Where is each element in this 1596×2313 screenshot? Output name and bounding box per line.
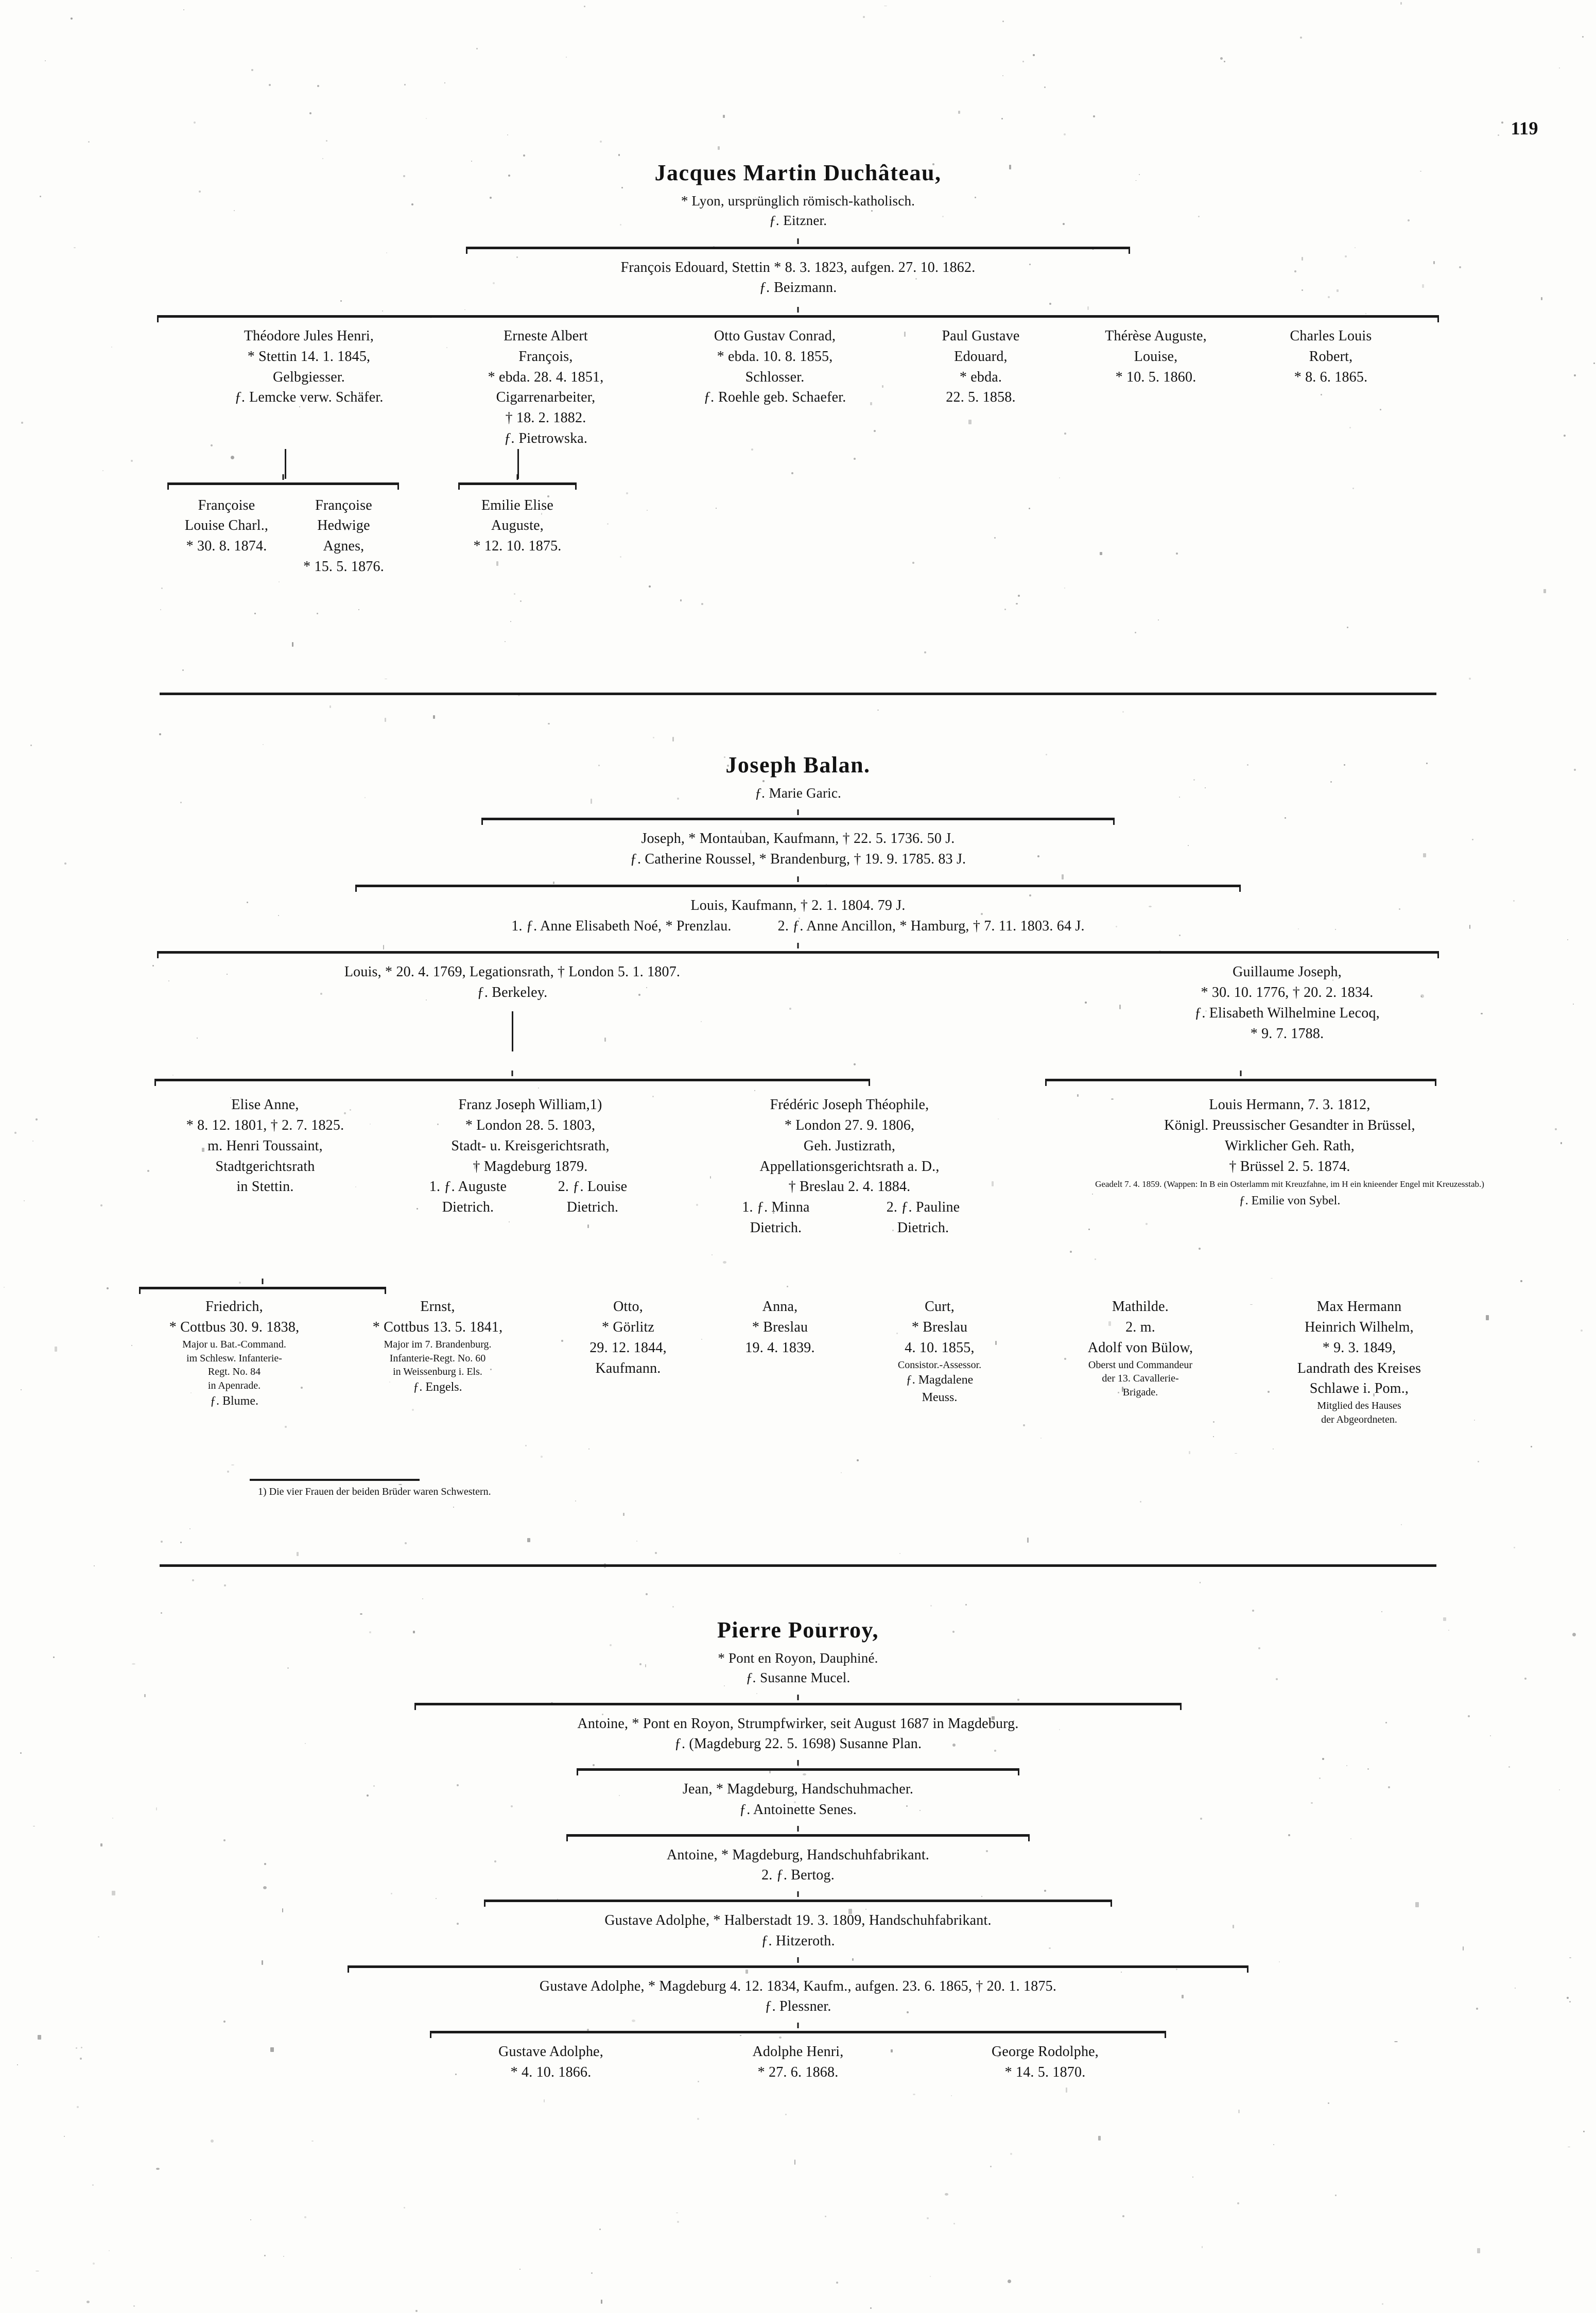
wife-1-surname: Dietrich. [442, 1199, 494, 1216]
section-divider [160, 1564, 1436, 1567]
pourroy-gen-line2: ƒ. (Magdeburg 22. 5. 1698) Susanne Plan. [674, 1736, 922, 1752]
wives-row [685, 1197, 1014, 1238]
nobility-note: Geadelt 7. 4. 1859. (Wappen: In B ein Osterlamm mit Kreuzfahne, im H ein knieender Engel mit Kreuzesstab.) [1095, 1179, 1484, 1189]
person-spouse: ƒ. Lemcke verw. Schäfer. [234, 389, 384, 406]
person-name: Frédéric Joseph Théophile, [770, 1097, 929, 1113]
wife-1: 1. ƒ. Auguste [429, 1179, 507, 1195]
person-card [551, 1297, 705, 1378]
person-name: Thérèse Auguste, [1105, 328, 1207, 344]
person-detail: Kaufmann. [595, 1360, 661, 1376]
person-detail: Adolf von Bülow, [1087, 1339, 1193, 1356]
person-detail: * 12. 10. 1875. [473, 538, 562, 555]
person-card [1066, 326, 1246, 387]
family-block-pourroy [0, 1617, 1596, 2083]
person-card [136, 1095, 394, 1197]
wife-2: 2. ƒ. Pauline [886, 1199, 960, 1216]
person-detail: * 9. 7. 1788. [1250, 1025, 1324, 1042]
person-name: George Rodolphe, [992, 2044, 1099, 2060]
person-detail: * 8. 12. 1801, † 2. 7. 1825. [186, 1117, 344, 1134]
pourroy-gen-line2: ƒ. Hitzeroth. [761, 1932, 835, 1949]
person-spouse: ƒ. Magdalene [906, 1373, 974, 1387]
footnote-text: 1) Die vier Frauen der beiden Brüder waren Schwestern. [258, 1486, 491, 1497]
sibling-bracket [484, 1896, 1112, 1904]
person-detail: Major u. Bat.-Command. [182, 1338, 286, 1350]
person-card [167, 495, 286, 557]
person-detail: † Breslau 2. 4. 1884. [788, 1179, 911, 1195]
person-name: Friedrich, [205, 1299, 263, 1315]
sibling-bracket [154, 1075, 870, 1083]
pourroy-gen-line2: ƒ. Plessner. [765, 1998, 831, 2015]
wife-2: 2. ƒ. Louise [558, 1179, 628, 1195]
person-card [1246, 1297, 1472, 1426]
balan-gen3-row [0, 962, 1596, 1080]
balan-gen5-row [0, 1297, 1596, 1466]
person-detail: 4. 10. 1855, [905, 1339, 975, 1356]
person-detail: Stadtgerichtsrath [215, 1158, 315, 1175]
person-detail: Edouard, [954, 348, 1008, 365]
person-spouse: ƒ. Roehle geb. Schaefer. [703, 389, 846, 406]
family-spouse-line-balan: ƒ. Marie Garic. [755, 785, 841, 801]
sibling-bracket [157, 312, 1439, 320]
person-detail: * Cottbus 30. 9. 1838, [169, 1319, 300, 1336]
person-detail: Regt. No. 84 [207, 1366, 261, 1378]
person-detail: in Apenrade. [207, 1380, 261, 1392]
pourroy-gen-line1: Antoine, * Magdeburg, Handschuhfabrikant. [666, 1846, 929, 1863]
sibling-bracket [414, 1699, 1182, 1707]
person-detail: * 15. 5. 1876. [303, 558, 384, 575]
person-detail: Appellationsgerichtsrath a. D., [759, 1158, 940, 1175]
spouse-text: Lemcke verw. Schäfer. [249, 389, 384, 406]
wife-1: 1. ƒ. Minna [742, 1199, 810, 1216]
wife-1: 1. ƒ. Anne Elisabeth Noé, * Prenzlau. [511, 918, 732, 934]
person-detail: * Breslau [911, 1319, 968, 1336]
person-detail: Cigarrenarbeiter, [496, 389, 596, 406]
person-name: Théodore Jules Henri, [244, 328, 374, 344]
person-detail: * 27. 6. 1868. [757, 2064, 839, 2080]
person-name: Gustave Adolphe, [498, 2044, 603, 2060]
family-spouse-line-duchateau: ƒ. Eitzner. [769, 213, 827, 229]
person-detail: * Stettin 14. 1. 1845, [247, 348, 371, 365]
pourroy-gen-line1: Gustave Adolphe, * Halberstadt 19. 3. 1809, Handschuhfabrikant. [604, 1912, 992, 1929]
person-detail: * Breslau [752, 1319, 808, 1336]
person-card [288, 495, 399, 577]
sibling-bracket [430, 2027, 1166, 2035]
person-name: Curt, [925, 1299, 955, 1315]
gen4-brackets [0, 1075, 1596, 1085]
person-detail: Landrath des Kreises [1297, 1360, 1421, 1376]
person-spouse: ƒ. Blume. [210, 1394, 258, 1408]
person-name: Adolphe Henri, [752, 2044, 844, 2060]
person-spouse: ƒ. Engels. [413, 1380, 462, 1394]
wife-2-surname: Dietrich. [897, 1219, 949, 1236]
balan-gen1-line1: Joseph, * Montauban, Kaufmann, † 22. 5. 1736. 50 J. [641, 831, 955, 847]
person-detail: † Brüssel 2. 5. 1874. [1229, 1158, 1350, 1175]
person-card [922, 2042, 1169, 2083]
pourroy-gen-line1: Gustave Adolphe, * Magdeburg 4. 12. 1834, Kaufm., aufgen. 23. 6. 1865, † 20. 1. 1875. [539, 1978, 1057, 1994]
family-birth-line-pourroy: * Pont en Royon, Dauphiné. [718, 1650, 878, 1666]
person-name: Erneste Albert [504, 328, 588, 344]
person-name: Louis Hermann, 7. 3. 1812, [1209, 1097, 1371, 1113]
person-detail: Königl. Preussischer Gesandter in Brüssel, [1164, 1117, 1415, 1134]
person-detail: † Magdeburg 1879. [473, 1158, 588, 1175]
person-name: Otto Gustav Conrad, [714, 328, 836, 344]
person-detail: Auguste, [491, 517, 544, 534]
person-spouse-surname: Meuss. [922, 1390, 958, 1404]
sibling-bracket [481, 814, 1115, 822]
person-detail: Wirklicher Geh. Rath, [1225, 1137, 1355, 1154]
generation1-line1-duchateau: François Edouard, Stettin * 8. 3. 1823, aufgen. 27. 10. 1862. [620, 259, 976, 275]
connector-line [285, 449, 286, 479]
grandchild-brackets [0, 479, 1596, 489]
person-spouse: ƒ. Elisabeth Wilhelmine Lecoq, [1194, 1005, 1380, 1021]
person-detail: Gelbgiesser. [272, 369, 345, 385]
person-name: Anna, [762, 1299, 798, 1315]
person-card [896, 326, 1066, 408]
family-title-duchateau: Jacques Martin Duchâteau, [654, 160, 942, 185]
person-detail: Oberst und Commandeur [1088, 1359, 1193, 1371]
person-detail: m. Henri Toussaint, [207, 1137, 323, 1154]
balan-gen2-line1: Louis, Kaufmann, † 2. 1. 1804. 79 J. [690, 897, 906, 913]
person-detail: * ebda. 28. 4. 1851, [488, 369, 604, 385]
generation3-row-duchateau [0, 495, 1596, 614]
person-name: Mathilde. [1112, 1299, 1169, 1315]
sibling-bracket [566, 1831, 1030, 1839]
person-detail: Mitglied des Hauses [1317, 1400, 1401, 1412]
balan-gen4-row [0, 1095, 1596, 1280]
person-detail: * 10. 5. 1860. [1115, 369, 1196, 385]
person-detail: Louise Charl., [184, 517, 269, 534]
person-name: Charles Louis [1290, 328, 1372, 344]
pourroy-children-row [0, 2042, 1596, 2083]
balan-gen1-line2: ƒ. Catherine Roussel, * Brandenburg, † 19. 9. 1785. 83 J. [630, 851, 966, 868]
balan-gen2-wives [0, 916, 1596, 937]
person-name: Max Hermann [1316, 1299, 1402, 1315]
gen5-brackets [0, 1283, 1596, 1293]
pourroy-gen-line2: 2. ƒ. Bertog. [761, 1867, 835, 1884]
pourroy-gen-line2: ƒ. Antoinette Senes. [739, 1801, 857, 1818]
person-card [654, 326, 896, 408]
person-detail: 19. 4. 1839. [745, 1339, 815, 1356]
person-detail: * ebda. [959, 369, 1002, 385]
sibling-bracket [355, 881, 1241, 889]
person-detail: in Stettin. [236, 1179, 294, 1195]
person-card [705, 1297, 855, 1358]
person-card [857, 1297, 1022, 1406]
sibling-bracket [1045, 1075, 1436, 1083]
sibling-bracket [139, 1283, 386, 1291]
wife-2-surname: Dietrich. [566, 1199, 619, 1216]
person-detail: Heinrich Wilhelm, [1305, 1319, 1414, 1336]
generation1-line2-duchateau: ƒ. Beizmann. [759, 280, 837, 296]
family-block-duchateau [0, 160, 1596, 614]
sibling-bracket [348, 1962, 1248, 1970]
person-detail: * 8. 6. 1865. [1294, 369, 1368, 385]
family-title-pourroy: Pierre Pourroy, [717, 1617, 879, 1643]
person-detail: * Cottbus 13. 5. 1841, [372, 1319, 503, 1336]
person-detail: Schlawe i. Pom., [1309, 1380, 1409, 1397]
person-detail: in Weissenburg i. Els. [393, 1366, 482, 1378]
footnote-block [250, 1479, 491, 1499]
person-card [335, 1297, 541, 1396]
person-card [1037, 1297, 1243, 1400]
pourroy-gen-line1: Jean, * Magdeburg, Handschuhmacher. [682, 1781, 914, 1798]
person-detail: 29. 12. 1844, [589, 1339, 667, 1356]
person-name: Emilie Elise [481, 497, 554, 513]
person-detail: der Abgeordneten. [1321, 1413, 1397, 1425]
person-card [180, 326, 438, 408]
page-number: 119 [1511, 118, 1538, 139]
wife-1-surname: Dietrich. [750, 1219, 802, 1236]
connector-group [0, 449, 1596, 479]
family-birth-line-duchateau: * Lyon, ursprünglich römisch-katholisch. [681, 193, 915, 209]
sibling-bracket [577, 1765, 1019, 1773]
person-card [674, 2042, 922, 2083]
person-card [154, 962, 870, 1051]
person-name: Ernst, [420, 1299, 455, 1315]
connector-line [512, 1011, 513, 1051]
person-detail: 22. 5. 1858. [946, 389, 1016, 406]
person-detail: 2. m. [1125, 1319, 1155, 1336]
person-detail: * 4. 10. 1866. [510, 2064, 592, 2080]
family-spouse-line-pourroy: ƒ. Susanne Mucel. [745, 1670, 851, 1686]
section-divider [160, 693, 1436, 695]
person-name: Françoise [198, 497, 255, 513]
person-name: Françoise [315, 497, 372, 513]
family-title-balan: Joseph Balan. [725, 752, 871, 778]
person-detail: Agnes, [323, 538, 365, 555]
family-block-balan [0, 752, 1596, 1466]
person-detail: Geh. Justizrath, [803, 1137, 896, 1154]
person-detail: Stadt- u. Kreisgerichtsrath, [451, 1137, 610, 1154]
person-detail: * London 27. 9. 1806, [784, 1117, 915, 1134]
person-detail: Hedwige [317, 517, 370, 534]
wives-row [396, 1177, 664, 1218]
person-detail: Infanterie-Regt. No. 60 [389, 1352, 486, 1364]
person-spouse: ƒ. Pietrowska. [504, 430, 588, 446]
person-name: Paul Gustave [942, 328, 1020, 344]
person-name: Otto, [613, 1299, 643, 1315]
person-detail: François, [518, 348, 573, 365]
person-card [1025, 1095, 1555, 1210]
wife-2: 2. ƒ. Anne Ancillon, * Hamburg, † 7. 11. 1803. 64 J. [777, 918, 1085, 934]
person-detail: Louise, [1134, 348, 1178, 365]
person-card [453, 495, 582, 557]
person-detail: Schlosser. [745, 369, 805, 385]
person-card [685, 1095, 1014, 1238]
pourroy-gen-line1: Antoine, * Pont en Royon, Strumpfwirker, seit August 1687 in Magdeburg. [577, 1715, 1019, 1732]
person-detail: Consistor.-Assessor. [897, 1359, 982, 1371]
person-name: Louis, * 20. 4. 1769, Legationsrath, † London 5. 1. 1807. [344, 964, 681, 980]
person-detail: † 18. 2. 1882. [505, 410, 586, 426]
person-card [427, 2042, 674, 2083]
person-card [396, 1095, 664, 1218]
sibling-bracket [167, 479, 399, 487]
person-card [131, 1297, 337, 1410]
person-detail: * 30. 8. 1874. [186, 538, 267, 555]
person-detail: der 13. Cavallerie- [1102, 1373, 1179, 1385]
sibling-bracket [458, 479, 577, 487]
person-card [1246, 326, 1416, 387]
person-detail: * Görlitz [601, 1319, 655, 1336]
person-detail: * 9. 3. 1849, [1322, 1339, 1396, 1356]
person-detail: * 14. 5. 1870. [1004, 2064, 1086, 2080]
person-name: Elise Anne, [231, 1097, 299, 1113]
person-detail: Major im 7. Brandenburg. [384, 1338, 492, 1350]
person-detail: * London 28. 5. 1803, [465, 1117, 596, 1134]
sibling-bracket [157, 947, 1439, 956]
person-spouse: ƒ. Emilie von Sybel. [1239, 1194, 1341, 1207]
person-name: Franz Joseph William,1) [458, 1097, 602, 1113]
person-detail: Brigade. [1122, 1387, 1158, 1399]
person-card [438, 326, 654, 449]
person-spouse: ƒ. Berkeley. [477, 985, 548, 1001]
person-card [1025, 962, 1550, 1044]
generation2-row-duchateau [0, 326, 1596, 449]
sibling-bracket [466, 243, 1130, 251]
person-detail: Robert, [1309, 348, 1353, 365]
person-detail: * 30. 10. 1776, † 20. 2. 1834. [1201, 985, 1374, 1001]
person-name: Guillaume Joseph, [1233, 964, 1342, 980]
person-detail: im Schlesw. Infanterie- [186, 1352, 282, 1364]
person-detail: * ebda. 10. 8. 1855, [717, 348, 833, 365]
